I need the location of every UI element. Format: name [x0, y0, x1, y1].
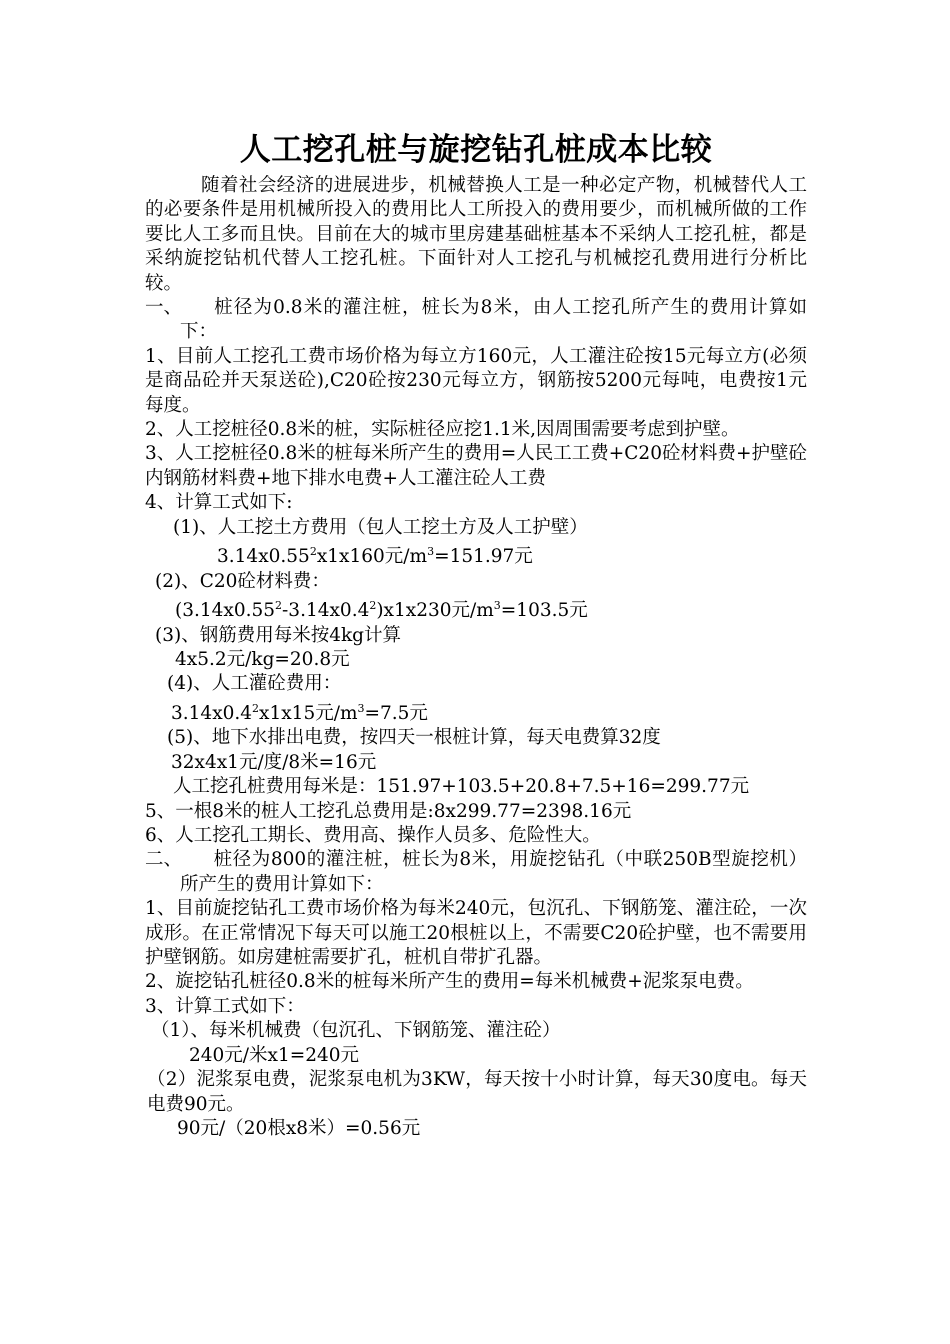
formula-part: =7.5元 [364, 703, 428, 724]
section-1-number: 一、 [145, 297, 183, 319]
formula-part: 3.14x0.4 [171, 703, 253, 724]
s2-item-1: 1、目前旋挖钻孔工费市场价格为每米240元，包沉孔、下钢筋笼、灌注砼，一次成形。在正常情况下每天可以施工20根桩以上，不需要C20砼护壁，也不需要用护壁钢筋。如房建桩需要扩孔，桩机自带扩孔器。 [145, 898, 807, 969]
s1-calc-5-label: (5)、地下水排出电费，按四天一根桩计算，每天电费算32度 [167, 727, 661, 749]
document-page [145, 128, 807, 1141]
formula-exponent: 2 [369, 599, 377, 613]
section-1-heading-text: 桩径为0.8米的灌注桩，桩长为8米，由人工挖孔所产生的费用计算如下： [180, 297, 807, 343]
formula-exponent: 2 [309, 545, 317, 559]
section-2-number: 二、 [145, 849, 183, 871]
s2-item-2: 2、旋挖钻孔桩径0.8米的桩每米所产生的费用=每米机械费+泥浆泵电费。 [145, 971, 754, 993]
s1-item-6: 6、人工挖孔工期长、费用高、操作人员多、危险性大。 [145, 825, 601, 847]
document-title: 人工挖孔桩与旋挖钻孔桩成本比较 [239, 132, 713, 168]
s2-calc-2-formula: 90元/（20根x8米）=0.56元 [177, 1117, 421, 1139]
s1-calc-1-label: (1)、人工挖土方费用（包人工挖土方及人工护壁） [173, 516, 588, 538]
formula-part: )x1x230元/m [376, 600, 494, 622]
formula-part: x1x15元/m [259, 703, 358, 724]
s1-item-5: 5、一根8米的桩人工挖孔总费用是:8x299.77=2398.16元 [145, 800, 632, 822]
formula-part: =151.97元 [434, 546, 533, 568]
section-2-heading-text: 桩径为800的灌注桩，桩长为8米，用旋挖钻孔（中联250B型旋挖机）所产生的费用计算如下： [180, 849, 807, 895]
s1-calc-3-label: (3)、钢筋费用每米按4kg计算 [155, 624, 402, 646]
formula-exponent: 3 [357, 701, 365, 715]
formula-part: 3.14x0.55 [217, 546, 310, 568]
intro-paragraph: 随着社会经济的进展进步，机械替换人工是一种必定产物，机械替代人工的必要条件是用机械所投入的费用比人工所投入的费用要少，而机械所做的工作要比人工多而且快。目前在大的城市里房建基础桩基本不采纳人工挖孔桩，都是采纳旋挖钻机代替人工挖孔桩。下面针对人工挖孔与机械挖孔费用进行分析比较。 [145, 175, 807, 294]
formula-part: (3.14x0.55 [175, 600, 276, 622]
section-1-heading [145, 296, 807, 345]
section-2-heading [145, 848, 807, 897]
s2-calc-1-label: （1）、每米机械费（包沉孔、下钢筋笼、灌注砼） [151, 1020, 561, 1042]
formula-exponent: 3 [493, 599, 501, 613]
s1-item-4: 4、计算工式如下: [145, 492, 293, 514]
s1-calc-2-label: (2)、C20砼材料费： [155, 570, 330, 592]
s1-total: 人工挖孔桩费用每米是：151.97+103.5+20.8+7.5+16=299.77元 [173, 776, 750, 798]
s1-item-3: 3、人工挖桩径0.8米的桩每米所产生的费用=人民工工费+C20砼材料费+护壁砼内钢筋材料费+地下排水电费+人工灌注砼人工费 [145, 443, 807, 489]
s2-calc-1-formula: 240元/米x1=240元 [189, 1044, 360, 1066]
s2-item-3: 3、计算工式如下： [145, 995, 305, 1017]
formula-part: x1x160元/m [316, 546, 428, 568]
s1-item-1: 1、目前人工挖孔工费市场价格为每立方160元，人工灌注砼按15元每立方(必须是商品砼并天泵送砼),C20砼按230元每立方，钢筋按5200元每吨，电费按1元每度。 [145, 345, 807, 416]
s1-calc-3-formula: 4x5.2元/kg=20.8元 [175, 649, 350, 671]
formula-part: =103.5元 [500, 600, 588, 622]
s1-calc-5-formula: 32x4x1元/度/8米=16元 [171, 751, 377, 773]
s1-item-2: 2、人工挖桩径0.8米的桩，实际桩径应挖1.1米,因周围需要考虑到护壁。 [145, 419, 740, 441]
s2-calc-2-label: （2）泥浆泵电费，泥浆泵电机为3KW，每天按十小时计算，每天30度电。每天电费90元。 [147, 1069, 807, 1115]
formula-part: -3.14x0.4 [282, 600, 370, 622]
s1-calc-4-label: (4)、人工灌砼费用： [167, 673, 342, 695]
s1-calc-2-formula [145, 594, 807, 624]
formula-exponent: 3 [427, 545, 435, 559]
s1-calc-4-formula [145, 697, 807, 727]
formula-exponent: 2 [275, 599, 283, 613]
s1-calc-1-formula [145, 540, 807, 570]
formula-exponent: 2 [252, 701, 260, 715]
